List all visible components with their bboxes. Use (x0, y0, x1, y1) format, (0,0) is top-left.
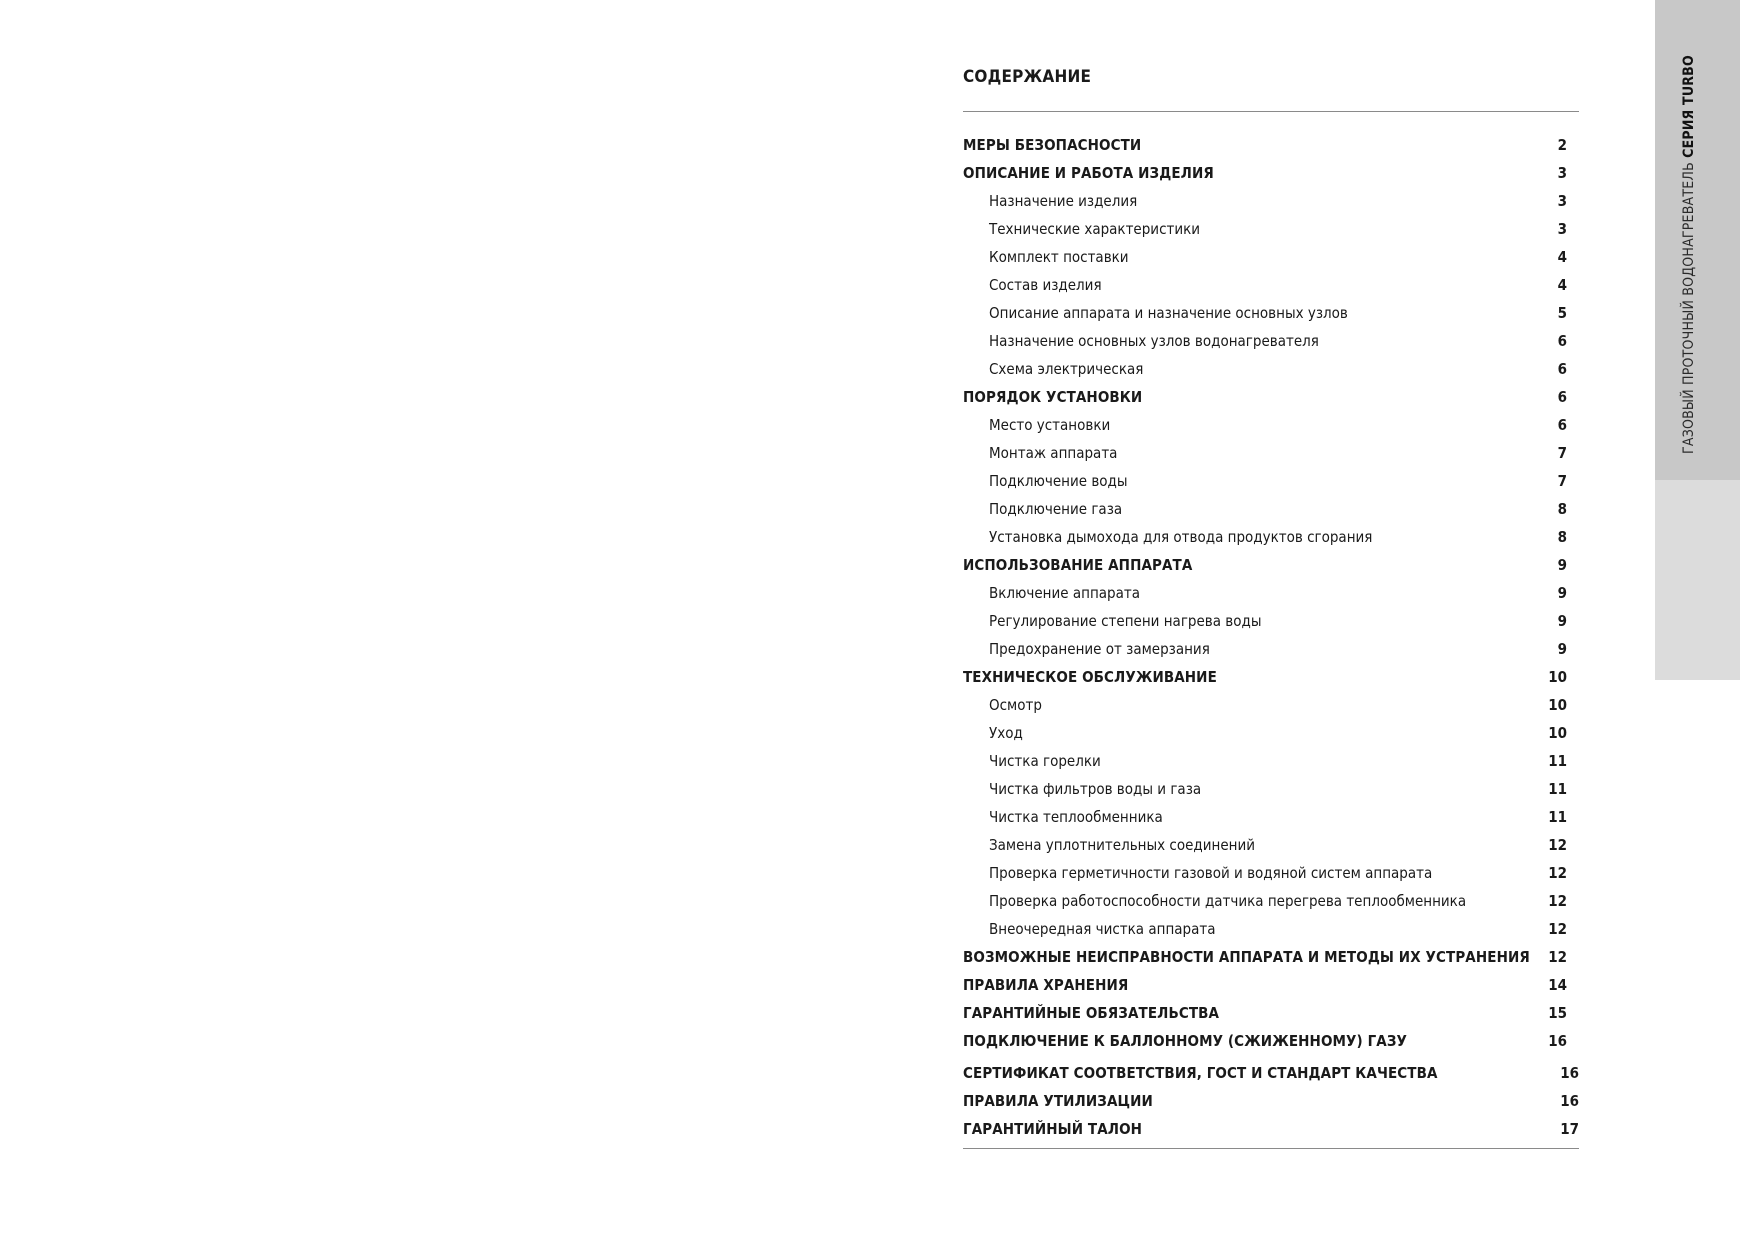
toc-entry-label: Уход (989, 724, 1023, 742)
toc-entry-page-number: 16 (1548, 1032, 1567, 1050)
toc-subsection-row[interactable] (963, 915, 1579, 943)
toc-bottom-divider (963, 1148, 1579, 1149)
toc-subsection-row[interactable] (963, 243, 1579, 271)
toc-section-row[interactable] (963, 1059, 1579, 1087)
toc-section-row[interactable] (963, 1115, 1579, 1143)
toc-list (963, 131, 1579, 1143)
toc-entry-page-number: 5 (1557, 304, 1567, 322)
toc-entry-label: Подключение газа (989, 500, 1123, 518)
toc-subsection-row[interactable] (963, 607, 1579, 635)
toc-entry-page-number: 3 (1557, 192, 1567, 210)
toc-entry-page-number: 17 (1560, 1120, 1579, 1138)
toc-entry-label: Назначение основных узлов водонагревателя (989, 332, 1319, 350)
toc-entry-label: ПОДКЛЮЧЕНИЕ К БАЛЛОННОМУ (СЖИЖЕННОМУ) ГАЗУ (963, 1032, 1408, 1050)
toc-entry-page-number: 6 (1557, 416, 1567, 434)
toc-entry-page-number: 9 (1557, 584, 1567, 602)
toc-top-divider (963, 111, 1579, 112)
toc-entry-label: Замена уплотнительных соединений (989, 836, 1255, 854)
toc-entry-page-number: 12 (1548, 920, 1567, 938)
toc-subsection-row[interactable] (963, 803, 1579, 831)
toc-entry-page-number: 11 (1548, 780, 1567, 798)
toc-entry-page-number: 12 (1548, 892, 1567, 910)
toc-section-row[interactable] (963, 971, 1579, 999)
toc-entry-label: СЕРТИФИКАТ СООТВЕТСТВИЯ, ГОСТ И СТАНДАРТ КАЧЕСТВА (963, 1064, 1438, 1082)
toc-entry-page-number: 11 (1548, 808, 1567, 826)
toc-subsection-row[interactable] (963, 579, 1579, 607)
toc-entry-label: Схема электрическая (989, 360, 1144, 378)
toc-entry-label: Регулирование степени нагрева воды (989, 612, 1262, 630)
toc-entry-label: Монтаж аппарата (989, 444, 1118, 462)
toc-entry-label: Внеочередная чистка аппарата (989, 920, 1216, 938)
toc-entry-label: ГАРАНТИЙНЫЙ ТАЛОН (963, 1120, 1143, 1138)
toc-entry-label: Установка дымохода для отвода продуктов сгорания (989, 528, 1373, 546)
toc-entry-label: Состав изделия (989, 276, 1102, 294)
toc-entry-label: Подключение воды (989, 472, 1128, 490)
toc-entry-page-number: 11 (1548, 752, 1567, 770)
side-tab-series: СЕРИЯ TURBO (1681, 55, 1697, 158)
toc-subsection-row[interactable] (963, 215, 1579, 243)
toc-entry-page-number: 7 (1557, 444, 1567, 462)
toc-section-row[interactable] (963, 999, 1579, 1027)
toc-entry-label: ОПИСАНИЕ И РАБОТА ИЗДЕЛИЯ (963, 164, 1214, 182)
toc-entry-label: ТЕХНИЧЕСКОЕ ОБСЛУЖИВАНИЕ (963, 668, 1217, 686)
toc-entry-label: ВОЗМОЖНЫЕ НЕИСПРАВНОСТИ АППАРАТА И МЕТОДЫ ИХ УСТРАНЕНИЯ (963, 948, 1530, 966)
toc-section-row[interactable] (963, 1087, 1579, 1115)
toc-entry-page-number: 6 (1557, 332, 1567, 350)
toc-entry-page-number: 9 (1557, 640, 1567, 658)
toc-entry-label: Технические характеристики (989, 220, 1201, 238)
toc-subsection-row[interactable] (963, 887, 1579, 915)
toc-subsection-row[interactable] (963, 439, 1579, 467)
toc-subsection-row[interactable] (963, 411, 1579, 439)
toc-entry-label: Назначение изделия (989, 192, 1138, 210)
side-tab-caption (1681, 55, 1697, 454)
toc-entry-page-number: 12 (1548, 864, 1567, 882)
toc-subsection-row[interactable] (963, 635, 1579, 663)
toc-section-row[interactable] (963, 551, 1579, 579)
side-tab-highlight (1655, 0, 1740, 480)
toc-subsection-row[interactable] (963, 495, 1579, 523)
toc-entry-label: Чистка теплообменника (989, 808, 1163, 826)
toc-entry-page-number: 14 (1548, 976, 1567, 994)
toc-entry-label: Включение аппарата (989, 584, 1141, 602)
toc-entry-label: ГАРАНТИЙНЫЕ ОБЯЗАТЕЛЬСТВА (963, 1004, 1220, 1022)
toc-entry-page-number: 9 (1557, 556, 1567, 574)
toc-entry-page-number: 3 (1557, 220, 1567, 238)
toc-entry-label: Место установки (989, 416, 1111, 434)
toc-entry-label: Осмотр (989, 696, 1042, 714)
toc-entry-page-number: 15 (1548, 1004, 1567, 1022)
toc-title: СОДЕРЖАНИЕ (963, 67, 1092, 87)
toc-subsection-row[interactable] (963, 775, 1579, 803)
side-tab-product: ГАЗОВЫЙ ПРОТОЧНЫЙ ВОДОНАГРЕВАТЕЛЬ (1681, 162, 1697, 454)
toc-entry-label: Предохранение от замерзания (989, 640, 1210, 658)
toc-subsection-row[interactable] (963, 187, 1579, 215)
toc-entry-label: ПОРЯДОК УСТАНОВКИ (963, 388, 1143, 406)
toc-section-row[interactable] (963, 159, 1579, 187)
toc-entry-page-number: 3 (1557, 164, 1567, 182)
toc-subsection-row[interactable] (963, 299, 1579, 327)
toc-entry-page-number: 6 (1557, 360, 1567, 378)
toc-section-row[interactable] (963, 943, 1579, 971)
toc-subsection-row[interactable] (963, 691, 1579, 719)
toc-entry-page-number: 8 (1557, 528, 1567, 546)
toc-entry-page-number: 8 (1557, 500, 1567, 518)
toc-entry-label: МЕРЫ БЕЗОПАСНОСТИ (963, 136, 1142, 154)
toc-subsection-row[interactable] (963, 831, 1579, 859)
toc-entry-label: ИСПОЛЬЗОВАНИЕ АППАРАТА (963, 556, 1193, 574)
toc-entry-label: ПРАВИЛА ХРАНЕНИЯ (963, 976, 1129, 994)
toc-section-row[interactable] (963, 131, 1579, 159)
toc-entry-page-number: 10 (1548, 724, 1567, 742)
toc-subsection-row[interactable] (963, 327, 1579, 355)
toc-entry-page-number: 12 (1548, 948, 1567, 966)
toc-entry-label: Проверка работоспособности датчика перегрева теплообменника (989, 892, 1467, 910)
toc-entry-page-number: 2 (1557, 136, 1567, 154)
toc-entry-page-number: 4 (1557, 276, 1567, 294)
toc-subsection-row[interactable] (963, 271, 1579, 299)
toc-entry-label: Комплект поставки (989, 248, 1129, 266)
toc-subsection-row[interactable] (963, 523, 1579, 551)
toc-entry-page-number: 16 (1560, 1064, 1579, 1082)
toc-entry-page-number: 10 (1548, 696, 1567, 714)
toc-entry-label: ПРАВИЛА УТИЛИЗАЦИИ (963, 1092, 1153, 1110)
toc-section-row[interactable] (963, 383, 1579, 411)
toc-entry-label: Описание аппарата и назначение основных узлов (989, 304, 1348, 322)
toc-entry-page-number: 6 (1557, 388, 1567, 406)
toc-entry-page-number: 12 (1548, 836, 1567, 854)
toc-subsection-row[interactable] (963, 859, 1579, 887)
toc-section-row[interactable] (963, 1027, 1579, 1055)
toc-subsection-row[interactable] (963, 467, 1579, 495)
toc-entry-page-number: 10 (1548, 668, 1567, 686)
toc-entry-page-number: 4 (1557, 248, 1567, 266)
toc-entry-page-number: 7 (1557, 472, 1567, 490)
toc-subsection-row[interactable] (963, 355, 1579, 383)
side-tab (1655, 0, 1740, 680)
toc-entry-label: Чистка фильтров воды и газа (989, 780, 1202, 798)
toc-entry-label: Проверка герметичности газовой и водяной систем аппарата (989, 864, 1433, 882)
toc-entry-page-number: 16 (1560, 1092, 1579, 1110)
toc-subsection-row[interactable] (963, 719, 1579, 747)
toc-section-row[interactable] (963, 663, 1579, 691)
toc-entry-page-number: 9 (1557, 612, 1567, 630)
toc-subsection-row[interactable] (963, 747, 1579, 775)
toc-entry-label: Чистка горелки (989, 752, 1101, 770)
